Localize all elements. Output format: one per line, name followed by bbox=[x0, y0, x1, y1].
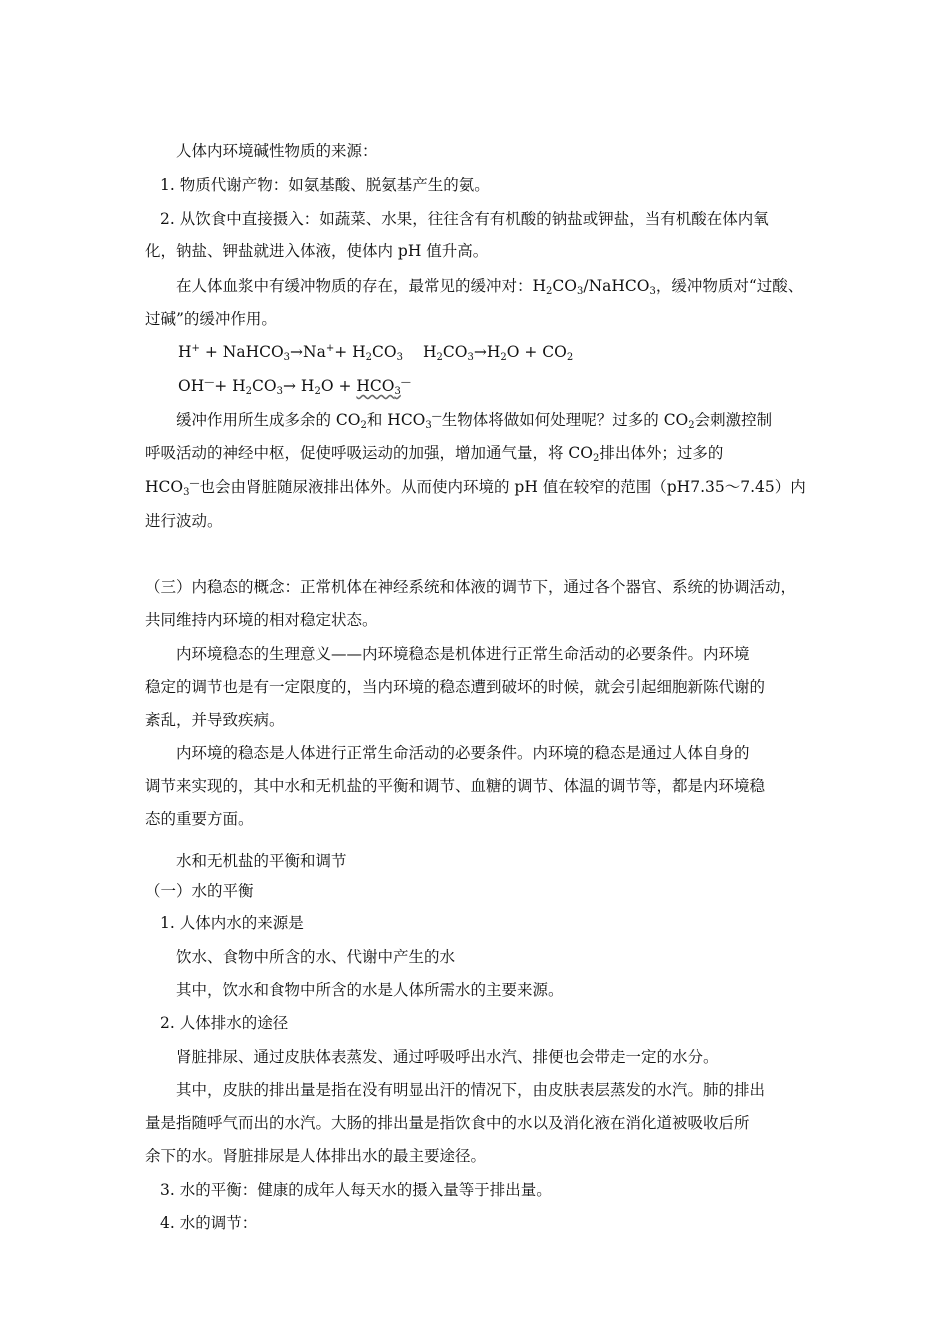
section-title-water-balance: 水和无机盐的平衡和调节 bbox=[176, 852, 347, 870]
paragraph-line: 内环境稳态的生理意义——内环境稳态是机体进行正常生命活动的必要条件。内环境 bbox=[176, 645, 750, 663]
paragraph-line: 过碱”的缓冲作用。 bbox=[145, 310, 277, 328]
subsection-heading: （一）水的平衡 bbox=[145, 882, 254, 900]
paragraph-line: 化，钠盐、钾盐就进入体液，使体内 pH 值升高。 bbox=[145, 242, 489, 260]
paragraph-line: $HCO_3^—$也会由肾脏随尿液排出体外。从而使内环境的 pH 值在较窄的范围（pH7.35～7.45）内 bbox=[145, 478, 806, 498]
chemical-equation: H+ + NaHCO$_3$→Na++ $H_2CO_3$ $H_2CO_3\to H_2O + CO_2$ bbox=[178, 343, 574, 363]
paragraph-line: 其中，皮肤的排出量是指在没有明显出汗的情况下，由皮肤表层蒸发的水汽。肺的排出 bbox=[176, 1081, 766, 1099]
paragraph-line: 进行波动。 bbox=[145, 512, 223, 530]
paragraph-line: 肾脏排尿、通过皮肤体表蒸发、通过呼吸呼出水汽、排便也会带走一定的水分。 bbox=[176, 1048, 719, 1066]
list-item: 3. 水的平衡：健康的成年人每天水的摄入量等于排出量。 bbox=[160, 1181, 552, 1199]
list-item: 1. 物质代谢产物：如氨基酸、脱氨基产生的氨。 bbox=[160, 176, 490, 194]
paragraph-line: 饮水、食物中所含的水、代谢中产生的水 bbox=[176, 948, 456, 966]
list-item: 1. 人体内水的来源是 bbox=[160, 914, 304, 932]
paragraph-line: 共同维持内环境的相对稳定状态。 bbox=[145, 611, 378, 629]
paragraph-line: 紊乱，并导致疾病。 bbox=[145, 711, 285, 729]
paragraph-line: 调节来实现的，其中水和无机盐的平衡和调节、血糖的调节、体温的调节等，都是内环境稳 bbox=[145, 777, 766, 795]
paragraph-line: 余下的水。肾脏排尿是人体排出水的最主要途径。 bbox=[145, 1147, 487, 1165]
chemical-equation: $OH^—+ H_2CO_3\to H_2O + HCO_3^—$ bbox=[178, 377, 411, 397]
section-title-alkaline-sources: 人体内环境碱性物质的来源： bbox=[176, 142, 378, 160]
paragraph-line: 稳定的调节也是有一定限度的，当内环境的稳态遭到破坏的时候，就会引起细胞新陈代谢的 bbox=[145, 678, 766, 696]
paragraph-line: 态的重要方面。 bbox=[145, 810, 254, 828]
paragraph-line: 内环境的稳态是人体进行正常生命活动的必要条件。内环境的稳态是通过人体自身的 bbox=[176, 744, 750, 762]
paragraph-line: 缓冲作用所生成多余的 $CO_2$和 $HCO_3^—$生物体将做如何处理呢？过多的 $CO_2$会刺激控制 bbox=[176, 411, 773, 431]
paragraph-line: 其中，饮水和食物中所含的水是人体所需水的主要来源。 bbox=[176, 981, 564, 999]
section-heading-homeostasis: （三）内稳态的概念：正常机体在神经系统和体液的调节下，通过各个器官、系统的协调活动， bbox=[145, 578, 797, 596]
bicarbonate-term: $HCO_3$ bbox=[356, 377, 401, 397]
list-item: 2. 人体排水的途径 bbox=[160, 1014, 289, 1032]
paragraph-line: 呼吸活动的神经中枢，促使呼吸运动的加强，增加通气量，将 $CO_2$排出体外；过多的 bbox=[145, 444, 724, 464]
list-item: 4. 水的调节： bbox=[160, 1214, 258, 1232]
paragraph-line: 在人体血浆中有缓冲物质的存在，最常见的缓冲对：$H_2CO_3/NaHCO_3$，缓冲物质对“过酸、 bbox=[176, 277, 804, 297]
paragraph-line: 量是指随呼气而出的水汽。大肠的排出量是指饮食中的水以及消化液在消化道被吸收后所 bbox=[145, 1114, 750, 1132]
list-item: 2. 从饮食中直接摄入：如蔬菜、水果，往往含有有机酸的钠盐或钾盐，当有机酸在体内氧 bbox=[160, 210, 769, 228]
